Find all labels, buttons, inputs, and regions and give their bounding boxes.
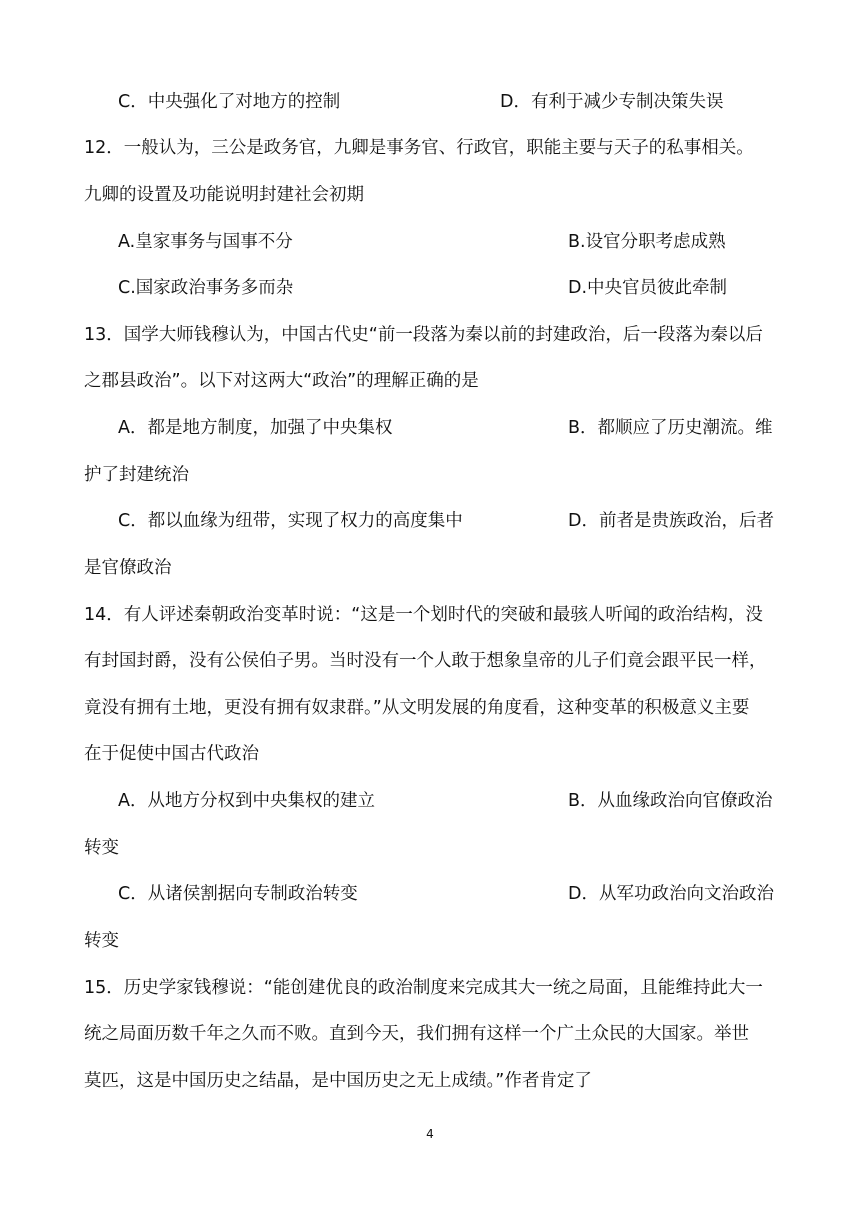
q14-option-b: B．从血缘政治向官僚政治: [568, 791, 773, 811]
q12-stem-line-2: 九卿的设置及功能说明封建社会初期: [84, 185, 364, 205]
q14-option-b-continued: 转变: [84, 838, 119, 858]
q14-stem-line-4: 在于促使中国古代政治: [84, 744, 259, 764]
q13-stem-line-2: 之郡县政治”。以下对这两大“政治”的理解正确的是: [84, 371, 479, 391]
q14-option-c: C．从诸侯割据向专制政治转变: [118, 884, 358, 904]
q14-stem-line-3: 竟没有拥有土地，更没有拥有奴隶群。”从文明发展的角度看，这种变革的积极意义主要: [84, 698, 750, 718]
q14-stem-line-1: 14．有人评述秦朝政治变革时说：“这是一个划时代的突破和最骇人听闻的政治结构，没: [84, 605, 763, 625]
q13-stem-line-1: 13．国学大师钱穆认为，中国古代史“前一段落为秦以前的封建政治，后一段落为秦以后: [84, 325, 763, 345]
q12-option-c: C.国家政治事务多而杂: [118, 278, 294, 298]
q14-option-d-continued: 转变: [84, 931, 119, 951]
q13-option-b: B．都顺应了历史潮流。维: [568, 418, 773, 438]
q13-option-b-continued: 护了封建统治: [84, 465, 189, 485]
q14-stem-line-2: 有封国封爵，没有公侯伯子男。当时没有一个人敢于想象皇帝的儿子们竟会跟平民一样，: [84, 651, 767, 671]
q13-option-c: C．都以血缘为纽带，实现了权力的高度集中: [118, 511, 463, 531]
q15-stem-line-2: 统之局面历数千年之久而不败。直到今天，我们拥有这样一个广土众民的大国家。举世: [84, 1024, 749, 1044]
q12-option-a: A.皇家事务与国事不分: [118, 232, 293, 252]
q14-option-d: D．从军功政治向文治政治: [568, 884, 774, 904]
q13-option-d-continued: 是官僚政治: [84, 558, 172, 578]
q11-option-d: D．有利于减少专制决策失误: [500, 92, 724, 112]
q15-stem-line-1: 15．历史学家钱穆说：“能创建优良的政治制度来完成其大一统之局面，且能维持此大一: [84, 978, 763, 998]
q12-option-d: D.中央官员彼此牵制: [568, 278, 728, 298]
q13-option-d: D．前者是贵族政治，后者: [568, 511, 774, 531]
q14-option-a: A．从地方分权到中央集权的建立: [118, 791, 375, 811]
q12-stem-line-1: 12．一般认为，三公是政务官，九卿是事务官、行政官，职能主要与天子的私事相关。: [84, 138, 754, 158]
page-number: 4: [426, 1127, 434, 1141]
q15-stem-line-3: 莫匹，这是中国历史之结晶，是中国历史之无上成绩。”作者肯定了: [84, 1071, 592, 1091]
q12-option-b: B.设官分职考虑成熟: [568, 232, 726, 252]
q11-option-c: C．中央强化了对地方的控制: [118, 92, 341, 112]
q13-option-a: A．都是地方制度，加强了中央集权: [118, 418, 393, 438]
